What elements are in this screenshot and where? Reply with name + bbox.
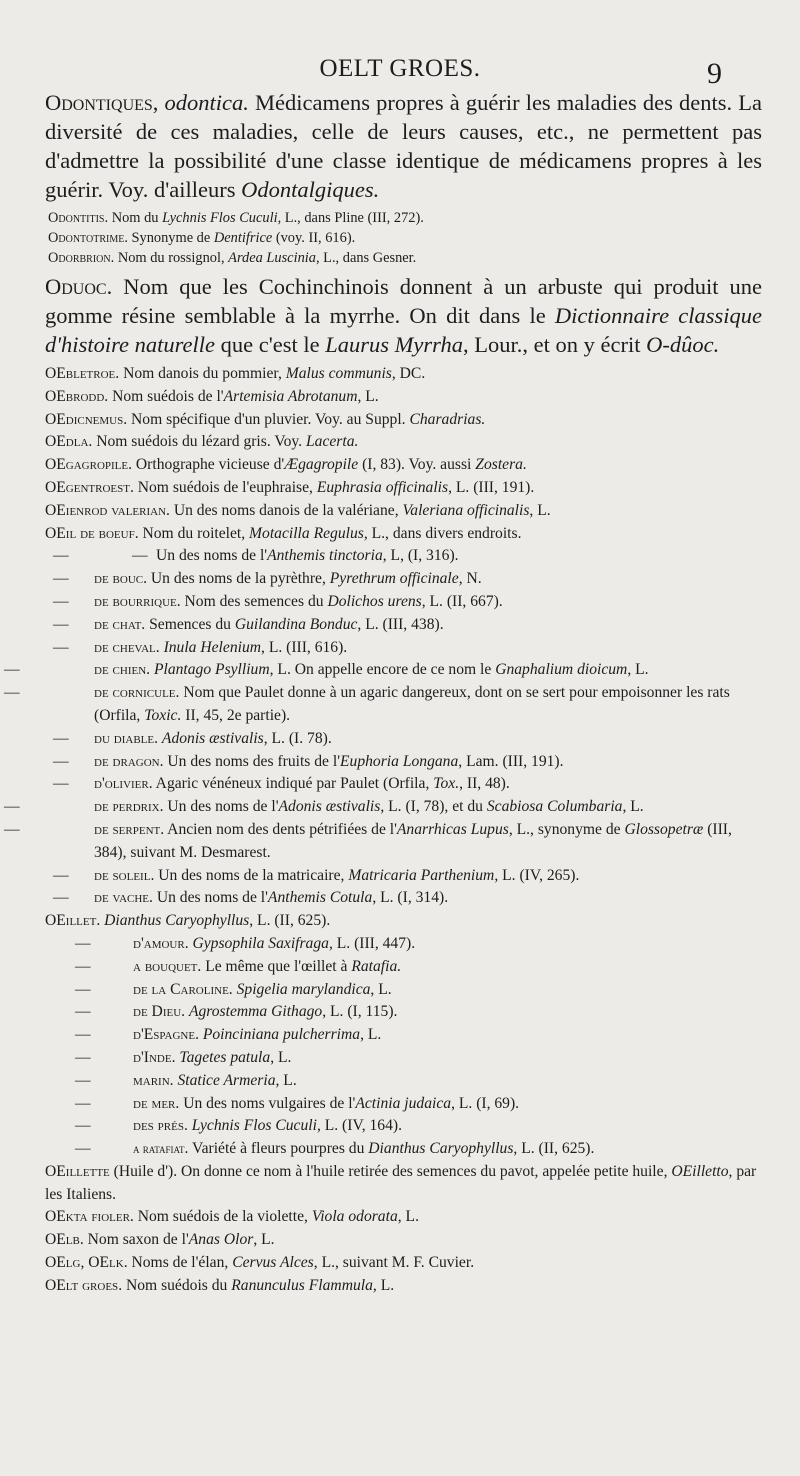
page-header [0,55,800,91]
entry-oedicnemus: OEdicnemus. Nom spécifique d'un pluvier. Voy. au Suppl. Charadrias. [45,410,486,428]
running-head: OELT GROES. [319,55,481,82]
entry-oegentroest: OEgentroest. Nom suédois de l'euphraise, Euphrasia officinalis, L. (III, 191). [45,478,535,496]
oeillet-subentry: — de Dieu. Agrostemma Githago, L. (I, 115). [75,1003,398,1021]
entry-oebletroe: OEbletroe. Nom danois du pommier, Malus communis, DC. [45,365,426,382]
oeil-subentry: — du diable. Adonis æstivalis, L. (I. 78). [53,729,332,747]
oeillet-subentry: — de mer. Un des noms vulgaires de l'Actinia judaica, L. (I, 69). [75,1094,520,1112]
entry-oedla: OEdla. Nom suédois du lézard gris. Voy. Lacerta. [45,433,359,451]
entry-oebrodd: OEbrodd. Nom suédois de l'Artemisia Abrotanum, L. [45,387,379,405]
oeillet-subentry: — de la Caroline. Spigelia marylandica, L. [75,980,392,998]
entry-oelt-groes: OElt groes. Nom suédois du Ranunculus Flammula, L. [45,1276,395,1294]
oeil-subentry: — de chien. Plantago Psyllium, L. On appelle encore de ce nom le Gnaphalium dioicum, L. [4,661,649,679]
entry-odorbrion: Odorbrion. Nom du rossignol, Ardea Luscinia, L., dans Gesner. [48,250,417,266]
entry-odontiques: Odontiques, odontica. Médicamens propres à guérir les maladies des dents. La diversité de ces maladies, celle de leurs causes, etc., ne permettent pas d'admettre la possibilité d'une classe identique de médicamens propres à les guérir. Voy. d'ailleurs Odontalgiques. [45,90,762,202]
oeillet-subentry: — d'Espagne. Poinciniana pulcherrima, L. [75,1026,382,1044]
page-number: 9 [707,57,722,90]
oeil-subentry: — de perdrix. Un des noms de l'Adonis æstivalis, L. (I, 78), et du Scabiosa Columbaria, L. [4,798,644,816]
oeil-subentry: — — Un des noms de l'Anthemis tinctoria, L, (I, 316). [53,547,459,565]
oeillet-subentry: — d'amour. Gypsophila Saxifraga, L. (III, 447). [75,934,416,952]
entry-oegagropile: OEgagropile. Orthographe vicieuse d'Ægagropile (I, 83). Voy. aussi Zostera. [45,456,527,474]
oeillet-subentry: — a ratafiat. Variété à fleurs pourpres du Dianthus Caryophyllus, L. (II, 625). [75,1140,595,1158]
oeil-subentry: — de bourrique. Nom des semences du Dolichos urens, L. (II, 667). [53,592,503,610]
entry-oeienrod: OEienrod valerian. Un des noms danois de la valériane, Valeriana officinalis, L. [45,501,551,519]
oeillet-subentry: — des prés. Lychnis Flos Cuculi, L. (IV, 164). [75,1117,402,1135]
oeil-subentry: — de serpent. Ancien nom des dents pétrifiées de l'Anarrhicas Lupus, L., synonyme de Glossopetræ (III, 384), suivant M. Desmarest. [4,820,732,861]
entry-oeillette: OEillette (Huile d'). On donne ce nom à l'huile retirée des semences du pavot, appelée petite huile, OEilletto, par les Italiens. [45,1162,757,1203]
oeil-subentry: — de bouc. Un des noms de la pyrèthre, Pyrethrum officinale, N. [53,570,482,588]
oeillet-subentry: — a bouquet. Le même que l'œillet à Ratafia. [75,957,402,975]
oeillet-subentry: — marin. Statice Armeria, L. [75,1071,297,1089]
entries [4,88,762,1298]
oeil-subentry: — de vache. Un des noms de l'Anthemis Cotula, L. (I, 314). [53,889,449,907]
entry-oekta-fioler: OEkta fioler. Nom suédois de la violette, Viola odorata, L. [45,1208,419,1226]
entry-oeil: OEil de boeuf. Nom du roitelet, Motacilla Regulus, L., dans divers endroits. [45,524,522,542]
entry-oduoc: Oduoc. Nom que les Cochinchinois donnent à un arbuste qui produit une gomme résine semblable à la myrrhe. On dit dans le Dictionnaire classique d'histoire naturelle que c'est le Laurus Myrrha, Lour., et on y écrit O-dûoc. [45,274,762,357]
oeil-subentry: — de cheval. Inula Helenium, L. (III, 616). [53,638,348,656]
entry-oelb: OElb. Nom saxon de l'Anas Olor, L. [45,1231,275,1249]
oeillet-subentry: — d'Inde. Tagetes patula, L. [75,1048,292,1066]
oeil-subentry: — de chat. Semences du Guilandina Bonduc, L. (III, 438). [53,615,444,633]
entry-oelg: OElg, OElk. Noms de l'élan, Cervus Alces, L., suivant M. F. Cuvier. [45,1254,475,1272]
oeil-subentry: — de soleil. Un des noms de la matricaire, Matricaria Parthenium, L. (IV, 265). [53,866,580,884]
oeil-subentry: — de dragon. Un des noms des fruits de l'Euphoria Longana, Lam. (III, 191). [53,752,564,770]
entry-oeillet: OEillet. Dianthus Caryophyllus, L. (II, 625). [45,912,331,930]
entry-odontitis: Odontitis. Nom du Lychnis Flos Cuculi, L., dans Pline (III, 272). [48,210,424,226]
oeil-subentry: — de cornicule. Nom que Paulet donne à un agaric dangereux, dont on se sert pour empoisonner les rats (Orfila, Toxic. II, 45, 2e partie). [4,684,730,724]
entry-odontotrime: Odontotrime. Synonyme de Dentifrice (voy. II, 616). [48,230,356,246]
oeil-subentry: — d'olivier. Agaric vénéneux indiqué par Paulet (Orfila, Tox., II, 48). [53,775,510,793]
